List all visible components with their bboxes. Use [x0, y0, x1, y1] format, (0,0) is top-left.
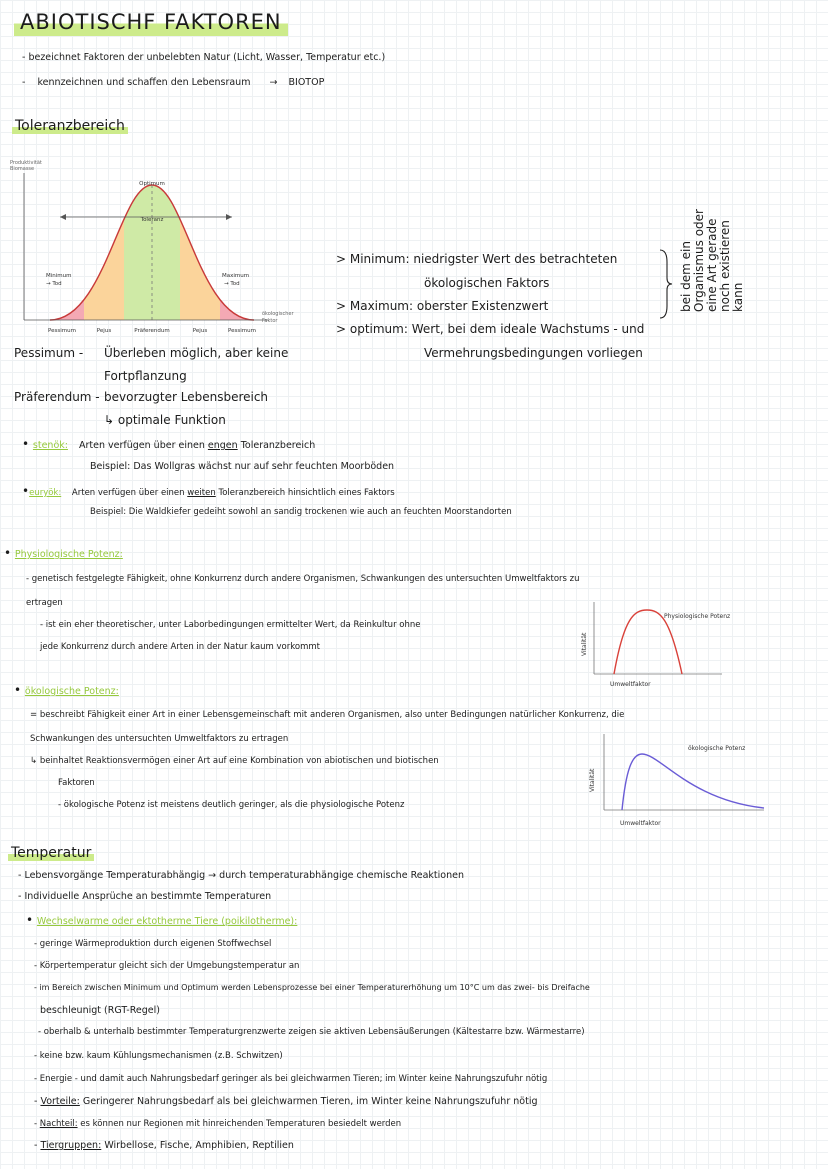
tick-label: Pessimum — [48, 328, 76, 334]
oeko-heading-text: ökologische Potenz: — [24, 686, 119, 697]
intro-line-1: - bezeichnet Faktoren der unbelebten Natur (Licht, Wasser, Temperatur etc.) — [22, 52, 386, 63]
def-label: > optimum: — [336, 322, 408, 336]
toleranz-label: Toleranz — [140, 217, 164, 223]
temp-line-2: - Individuelle Ansprüche an bestimmte Temperaturen — [18, 891, 272, 902]
def-minimum-cont: ökologischen Faktors — [424, 276, 550, 290]
temp-item: - Körpertemperatur gleicht sich der Umgebungstemperatur an — [34, 961, 300, 971]
note-line: bei dem ein — [679, 241, 693, 312]
temp-item: - keine bzw. kaum Kühlungsmechanismen (z.B. Schwitzen) — [34, 1051, 283, 1061]
physio-heading: • Physiologische Potenz: — [4, 546, 123, 560]
example-label: Beispiel: — [90, 461, 131, 472]
maximum-label: Maximum — [222, 273, 250, 279]
euryoek-term: euryök: — [29, 488, 62, 498]
stenoek-line: • stenök: Arten verfügen über einen engen Toleranzbereich — [22, 437, 316, 451]
example-label: Beispiel: — [90, 507, 127, 517]
pessimum-label: Pessimum - — [14, 346, 84, 360]
graph-xlabel: Umweltfaktor — [610, 681, 651, 688]
vorteil-label: Vorteile: — [40, 1096, 80, 1107]
pessimum-zone-right — [220, 155, 264, 325]
graph-ylabel-1: Produktivität — [10, 160, 42, 166]
euryoek-text: Arten verfügen über einen — [71, 488, 185, 498]
stenoek-text: Arten verfügen über einen — [79, 440, 205, 451]
physio-heading-text: Physiologische Potenz: — [14, 549, 123, 560]
graph-ylabel: Vitalität — [581, 632, 588, 656]
oeko-line-1: = beschreibt Fähigkeit einer Art in einer Lebensgemeinschaft mit anderen Organismen, also unter Bedingungen natürlicher Konkurrenz, die — [30, 710, 625, 720]
physio-line-2: ertragen — [26, 598, 63, 608]
temp-tiergruppen: - Tiergruppen: Wirbellose, Fische, Amphibien, Reptilien — [34, 1140, 294, 1151]
physio-graph — [572, 598, 762, 690]
graph-ylabel-2: Biomasse — [10, 166, 35, 172]
minimum-tod-label: → Tod — [46, 281, 62, 287]
graph-title: ökologische Potenz — [688, 745, 746, 752]
temp-nachteil: - Nachteil: es können nur Regionen mit hinreichenden Temperaturen besiedelt werden — [34, 1119, 402, 1129]
def-text: Wert, bei dem ideale Wachstums - und — [411, 322, 645, 336]
temp-item: - geringe Wärmeproduktion durch eigenen Stoffwechsel — [34, 939, 272, 949]
stenoek-example — [90, 461, 394, 472]
example-text: Die Waldkiefer gedeiht sowohl an sandig trockenen wie auch an feuchten Moorstandorten — [128, 507, 512, 517]
nachteil-text: es können nur Regionen mit hinreichenden Temperaturen besiedelt werden — [80, 1119, 402, 1129]
euryoek-example — [90, 507, 512, 517]
tick-label: Pessimum — [228, 328, 256, 334]
note-line: eine Art gerade — [705, 218, 719, 312]
def-maximum — [336, 299, 548, 313]
toleranz-heading: Toleranzbereich — [12, 118, 128, 134]
biotop-label: BIOTOP — [288, 77, 325, 88]
def-optimum — [336, 322, 644, 336]
toleranz-graph — [10, 155, 315, 340]
oeko-line-2: Schwankungen des untersuchten Umweltfaktors zu ertragen — [30, 734, 289, 744]
oeko-line-5: - ökologische Potenz ist meistens deutlich geringer, als die physiologische Potenz — [58, 800, 405, 810]
graph-xlabel: Umweltfaktor — [620, 820, 661, 827]
tiergruppen-text: Wirbellose, Fische, Amphibien, Reptilien — [104, 1140, 294, 1151]
pejus-zone-right — [180, 155, 220, 325]
oeko-curve — [622, 754, 764, 810]
page-title: ABIOTISCHF FAKTOREN — [14, 8, 288, 36]
temp-vorteil: - Vorteile: Geringerer Nahrungsbedarf als bei gleichwarmen Tieren, im Winter keine Nahrungszufuhr nötig — [34, 1096, 538, 1107]
bracket-icon — [658, 248, 674, 320]
oeko-line-4: Faktoren — [58, 778, 95, 788]
note-line: kann — [731, 282, 745, 312]
tiergruppen-label: Tiergruppen: — [40, 1140, 102, 1151]
pejus-zone-left — [84, 155, 124, 325]
nachteil-label: Nachteil: — [39, 1119, 78, 1129]
temp-subheading: • Wechselwarme oder ektotherme Tiere (poikilotherme): — [26, 913, 298, 927]
oeko-graph — [580, 730, 780, 830]
arrow-icon: → — [269, 77, 278, 88]
graph-ylabel: Vitalität — [589, 768, 596, 792]
pessimum-line-2: Fortpflanzung — [104, 369, 187, 383]
physio-line-3: - ist ein eher theoretischer, unter Laborbedingungen ermittelter Wert, da Reinkultur ohne — [40, 620, 421, 630]
stenoek-term: stenök: — [32, 440, 68, 451]
maximum-tod-label: → Tod — [224, 281, 240, 287]
stenoek-text-b: Toleranzbereich — [240, 440, 316, 451]
graph-xlabel-1: ökologischer — [262, 311, 294, 317]
temp-item: - Energie - und damit auch Nahrungsbedarf geringer als bei gleichwarmen Tieren; im Winter keine Nahrungszufuhr nötig — [34, 1074, 548, 1084]
tick-label: Pejus — [192, 328, 208, 334]
note-line: Organismus oder — [692, 209, 706, 312]
euryoek-text-b: Toleranzbereich hinsichtlich eines Faktors — [218, 488, 395, 498]
temperatur-heading: Temperatur — [8, 845, 94, 861]
intro-line-2: - kennzeichnen und schaffen den Lebensraum → BIOTOP — [22, 77, 325, 88]
euryoek-line: •euryök: Arten verfügen über einen weiten Toleranzbereich hinsichtlich eines Faktors — [22, 484, 395, 498]
praeferendum-label: Präferendum - — [14, 390, 100, 404]
physio-line-4: jede Konkurrenz durch andere Arten in der Natur kaum vorkommt — [40, 642, 320, 652]
bracket-note — [680, 209, 745, 312]
def-optimum-cont: Vermehrungsbedingungen vorliegen — [424, 346, 643, 360]
def-text: niedrigster Wert des betrachteten — [413, 252, 618, 266]
minimum-label: Minimum — [46, 273, 72, 279]
graph-title: Physiologische Potenz — [664, 613, 731, 620]
pessimum-zone-left — [40, 155, 84, 325]
optimum-label: Optimum — [139, 181, 165, 187]
graph-xlabel-2: Faktor — [262, 318, 278, 324]
temp-item: - oberhalb & unterhalb bestimmter Temperaturgrenzwerte zeigen sie aktiven Lebensäußerungen (Kältestarre bzw. Wärmestarre) — [38, 1027, 585, 1037]
temp-item: - im Bereich zwischen Minimum und Optimum werden Lebensprozesse bei einer Temperaturerhöhung um 10°C um das zwei- bis Dreifache — [34, 983, 590, 992]
pessimum-line-1: Überleben möglich, aber keine — [104, 346, 289, 360]
praeferendum-line-2: ↳ optimale Funktion — [104, 413, 226, 427]
note-line: noch existieren — [718, 220, 732, 312]
def-minimum — [336, 252, 617, 266]
oeko-heading: • ökologische Potenz: — [14, 683, 119, 697]
praeferendum-line-1: bevorzugter Lebensbereich — [104, 390, 269, 404]
tick-label: Präferendum — [134, 328, 170, 334]
stenoek-emph: engen — [207, 440, 238, 451]
def-text: oberster Existenzwert — [416, 299, 549, 313]
def-label: > Minimum: — [336, 252, 410, 266]
physio-line-1: - genetisch festgelegte Fähigkeit, ohne Konkurrenz durch andere Organismen, Schwankungen des untersuchten Umweltfaktors zu — [26, 574, 580, 584]
def-label: > Maximum: — [336, 299, 414, 313]
temp-subheading-text: Wechselwarme oder ektotherme Tiere (poikilotherme): — [36, 916, 298, 927]
intro-text: kennzeichnen und schaffen den Lebensraum — [37, 77, 251, 88]
temp-item: beschleunigt (RGT-Regel) — [40, 1005, 160, 1016]
tick-label: Pejus — [96, 328, 112, 334]
euryoek-emph: weiten — [187, 488, 216, 498]
oeko-line-3: ↳ beinhaltet Reaktionsvermögen einer Art auf eine Kombination von abiotischen und biotischen — [30, 756, 439, 766]
temp-line-1: - Lebensvorgänge Temperaturabhängig → durch temperaturabhängige chemische Reaktionen — [18, 870, 464, 881]
vorteil-text: Geringerer Nahrungsbedarf als bei gleichwarmen Tieren, im Winter keine Nahrungszufuhr nötig — [82, 1096, 538, 1107]
example-text: Das Wollgras wächst nur auf sehr feuchten Moorböden — [133, 461, 395, 472]
